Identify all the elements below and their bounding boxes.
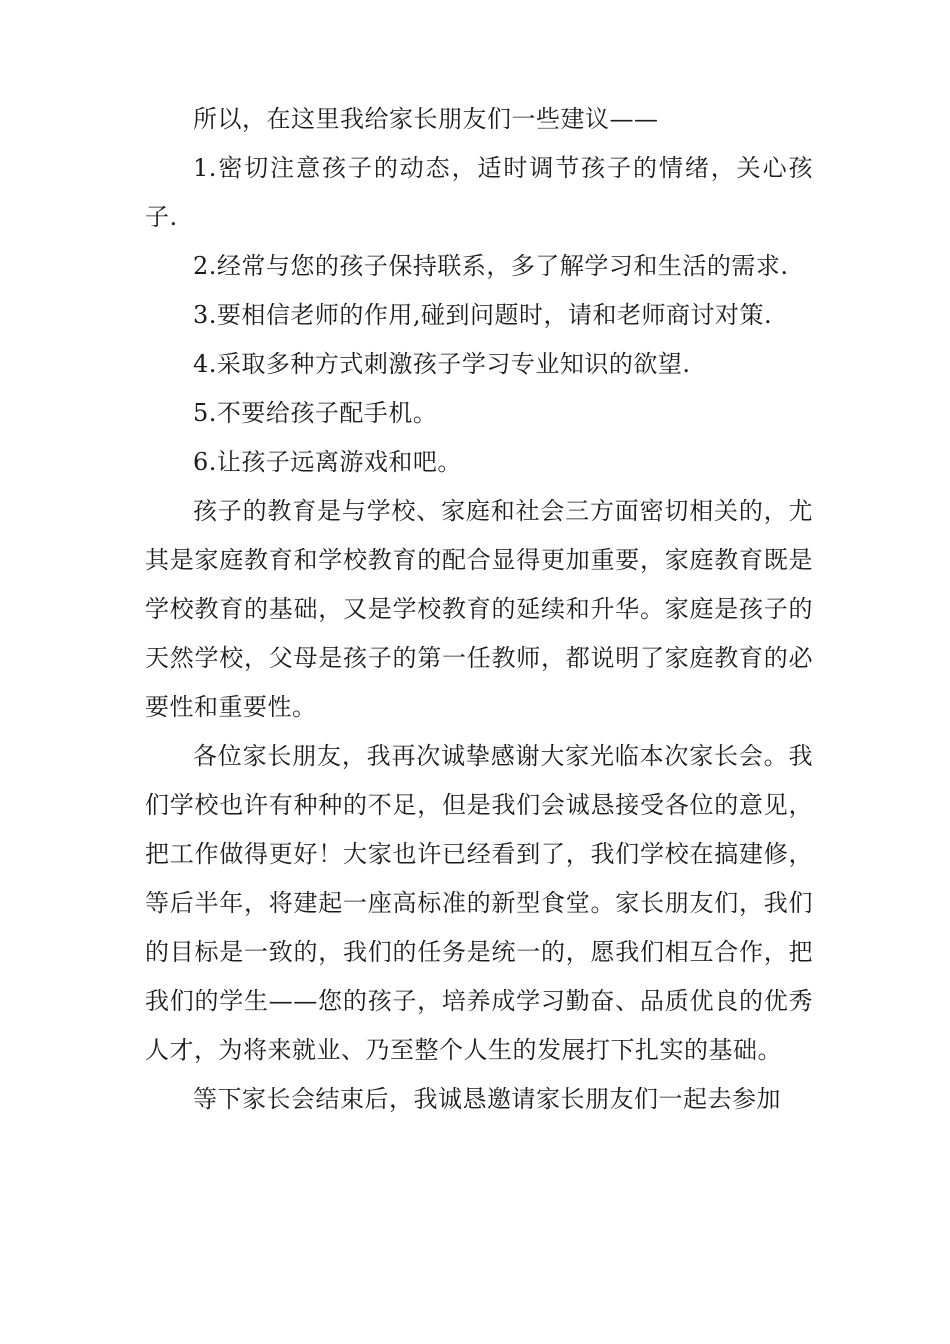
suggestion-item-1: 1.密切注意孩子的动态，适时调节孩子的情绪，关心孩子.	[145, 154, 813, 231]
closing-paragraph: 等下家长会结束后，我诚恳邀请家长朋友们一起去参加	[193, 1085, 781, 1113]
document-body	[145, 95, 813, 1124]
suggestion-item-6: 6.让孩子远离游戏和吧。	[193, 448, 462, 476]
education-paragraph: 孩子的教育是与学校、家庭和社会三方面密切相关的，尤其是家庭教育和学校教育的配合显得更加重要，家庭教育既是学校教育的基础，又是学校教育的延续和升华。家庭是孩子的天然学校，父母是孩子的第一任教师，都说明了家庭教育的必要性和重要性。	[145, 497, 813, 721]
thanks-paragraph: 各位家长朋友，我再次诚挚感谢大家光临本次家长会。我们学校也许有种种的不足，但是我们会诚恳接受各位的意见，把工作做得更好！大家也许已经看到了，我们学校在搞建修，等后半年，将建起一座高标准的新型食堂。家长朋友们，我们的目标是一致的，我们的任务是统一的，愿我们相互合作，把我们的学生——您的孩子，培养成学习勤奋、品质优良的优秀人才，为将来就业、乃至整个人生的发展打下扎实的基础。	[145, 742, 813, 1064]
suggestion-item-5: 5.不要给孩子配手机。	[193, 399, 438, 427]
suggestion-item-4: 4.采取多种方式刺激孩子学习专业知识的欲望.	[193, 350, 691, 378]
suggestion-item-3: 3.要相信老师的作用,碰到问题时，请和老师商讨对策.	[193, 301, 773, 329]
intro-paragraph: 所以，在这里我给家长朋友们一些建议——	[193, 105, 659, 133]
suggestion-item-2: 2.经常与您的孩子保持联系，多了解学习和生活的需求.	[193, 252, 789, 280]
